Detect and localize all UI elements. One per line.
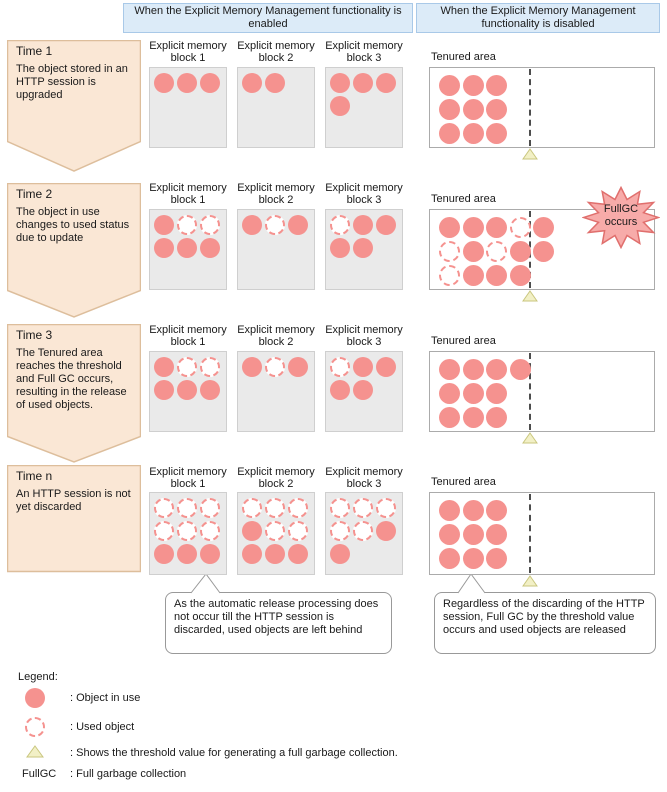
time-n-block2-used-object-dot (242, 498, 262, 518)
time-2-block1-used-object-dot (177, 215, 197, 235)
time-n-tenured-object-in-use-dot (486, 548, 507, 569)
time-2-tenured-object-in-use-dot (533, 217, 554, 238)
block-label-line: block 1 (170, 194, 206, 206)
time-1-block3-object-in-use-dot (330, 73, 350, 93)
time-n-block2-used-object-dot (288, 521, 308, 541)
time-3-block3-object-in-use-dot (330, 380, 350, 400)
block-label-line: Explicit memory (325, 324, 403, 336)
block-label-line: Explicit memory (237, 466, 315, 478)
fullgc-burst-line2: occurs (604, 215, 638, 228)
time-2-tenured-object-in-use-dot (463, 217, 484, 238)
time-3-block1-used-object-dot (177, 357, 197, 377)
block-label-line: block 3 (346, 336, 382, 348)
time-2-threshold-marker-icon (522, 290, 538, 302)
block-label-line: block 2 (258, 478, 294, 490)
time-1-description: The object stored in an HTTP session is upgraded (16, 63, 128, 101)
time-n-block2-used-object-dot (265, 498, 285, 518)
time-3-block2-object-in-use-dot (242, 357, 262, 377)
time-2-block3-used-object-dot (330, 215, 350, 235)
time-1-block-2-label (228, 40, 324, 64)
callout-right-tail (452, 572, 490, 594)
time-n-block3-used-object-dot (353, 521, 373, 541)
time-3-tenured-object-in-use-dot (486, 359, 507, 380)
time-3-block1-object-in-use-dot (154, 357, 174, 377)
fullgc-burst-line1: FullGC (603, 203, 639, 215)
block-label-line: Explicit memory (325, 182, 403, 194)
time-n-tenured-object-in-use-dot (439, 548, 460, 569)
time-n-block2-used-object-dot (288, 498, 308, 518)
legend-fullgc-definition: : Full garbage collection (70, 768, 187, 780)
callout-left-tail (186, 572, 224, 594)
time-1-block1-object-in-use-dot (177, 73, 197, 93)
callout-left-behind: As the automatic release processing does not occur till the HTTP session is discarded, used objects are left behind (165, 592, 392, 654)
time-2-tenured-used-object-dot (439, 265, 460, 286)
block-label-line: block 3 (346, 194, 382, 206)
time-2-tenured-object-in-use-dot (486, 265, 507, 286)
time-3-block1-object-in-use-dot (200, 380, 220, 400)
fullgc-burst-label (582, 203, 660, 228)
header-emm-disabled: When the Explicit Memory Management functionality is disabled (416, 3, 660, 33)
block-label-line: Explicit memory (149, 324, 227, 336)
time-n-block2-object-in-use-dot (288, 544, 308, 564)
time-2-block3-object-in-use-dot (330, 238, 350, 258)
time-1-tenured-object-in-use-dot (486, 99, 507, 120)
time-3-tenured-object-in-use-dot (486, 407, 507, 428)
time-3-block-2-label (228, 324, 324, 348)
time-3-tenured-object-in-use-dot (439, 359, 460, 380)
legend-fullgc-term: FullGC (22, 768, 57, 780)
time-2-block1-object-in-use-dot (154, 238, 174, 258)
time-1-tenured-object-in-use-dot (439, 75, 460, 96)
time-3-block1-used-object-dot (200, 357, 220, 377)
time-n-block1-used-object-dot (200, 521, 220, 541)
block-label-line: block 2 (258, 52, 294, 64)
block-label-line: block 1 (170, 478, 206, 490)
time-n-block2-object-in-use-dot (242, 521, 262, 541)
time-2-marker-text (16, 188, 134, 245)
time-n-tenured-object-in-use-dot (439, 524, 460, 545)
time-n-block1-used-object-dot (200, 498, 220, 518)
block-label-line: Explicit memory (149, 466, 227, 478)
time-n-block1-used-object-dot (177, 498, 197, 518)
time-2-block1-object-in-use-dot (154, 215, 174, 235)
block-label-line: block 2 (258, 194, 294, 206)
time-3-marker-text (16, 329, 134, 412)
time-1-marker-text (16, 45, 134, 102)
time-n-block3-used-object-dot (330, 498, 350, 518)
time-3-block1-object-in-use-dot (177, 380, 197, 400)
time-3-tenured-object-in-use-dot (510, 359, 531, 380)
time-1-block2-object-in-use-dot (265, 73, 285, 93)
time-1-block2-object-in-use-dot (242, 73, 262, 93)
time-2-block1-used-object-dot (200, 215, 220, 235)
used-object-icon (25, 717, 45, 737)
time-n-tenured-label: Tenured area (431, 476, 496, 488)
time-3-title: Time 3 (16, 328, 53, 342)
time-1-block3-object-in-use-dot (376, 73, 396, 93)
time-2-block1-object-in-use-dot (177, 238, 197, 258)
header-emm-enabled: When the Explicit Memory Management functionality is enabled (123, 3, 413, 33)
time-3-block2-object-in-use-dot (288, 357, 308, 377)
time-1-tenured-label: Tenured area (431, 51, 496, 63)
time-n-title: Time n (16, 469, 53, 483)
time-2-tenured-label: Tenured area (431, 193, 496, 205)
legend-title: Legend: (18, 671, 58, 683)
time-1-title: Time 1 (16, 44, 53, 58)
block-label-line: Explicit memory (149, 182, 227, 194)
time-n-block1-object-in-use-dot (200, 544, 220, 564)
block-label-line: Explicit memory (325, 40, 403, 52)
callout-fullgc-release: Regardless of the discarding of the HTTP session, Full GC by the threshold value occurs and used objects are released (434, 592, 656, 654)
block-label-line: block 3 (346, 478, 382, 490)
time-1-tenured-object-in-use-dot (463, 123, 484, 144)
time-1-threshold-marker-icon (522, 148, 538, 160)
time-2-block3-object-in-use-dot (353, 238, 373, 258)
time-2-tenured-object-in-use-dot (439, 217, 460, 238)
time-1-block1-object-in-use-dot (154, 73, 174, 93)
time-n-block2-object-in-use-dot (242, 544, 262, 564)
time-n-block3-used-object-dot (353, 498, 373, 518)
block-label-line: block 1 (170, 52, 206, 64)
time-2-block-2-label (228, 182, 324, 206)
legend-threshold-label: : Shows the threshold value for generating a full garbage collection. (70, 747, 398, 759)
time-n-block1-object-in-use-dot (154, 544, 174, 564)
time-1-block-1-label (140, 40, 236, 64)
time-n-threshold-marker-icon (522, 575, 538, 587)
time-2-block2-used-object-dot (265, 215, 285, 235)
block-label-line: block 1 (170, 336, 206, 348)
time-1-tenured-object-in-use-dot (463, 99, 484, 120)
block-label-line: Explicit memory (237, 40, 315, 52)
block-label-line: Explicit memory (237, 182, 315, 194)
time-3-tenured-label: Tenured area (431, 335, 496, 347)
time-n-block3-object-in-use-dot (330, 544, 350, 564)
time-2-tenured-used-object-dot (486, 241, 507, 262)
time-1-tenured-object-in-use-dot (486, 123, 507, 144)
time-n-block2-object-in-use-dot (265, 544, 285, 564)
time-1-tenured-object-in-use-dot (439, 99, 460, 120)
time-2-tenured-used-object-dot (510, 217, 531, 238)
time-2-block-3-label (316, 182, 412, 206)
time-2-tenured-object-in-use-dot (463, 241, 484, 262)
time-1-block3-object-in-use-dot (353, 73, 373, 93)
time-n-tenured-object-in-use-dot (463, 548, 484, 569)
time-n-block3-used-object-dot (376, 498, 396, 518)
time-3-threshold-marker-icon (522, 432, 538, 444)
block-label-line: Explicit memory (149, 40, 227, 52)
time-3-tenured-object-in-use-dot (486, 383, 507, 404)
time-2-tenured-object-in-use-dot (510, 241, 531, 262)
time-2-tenured-object-in-use-dot (533, 241, 554, 262)
time-n-threshold-line (529, 494, 531, 573)
time-n-block-1-label (140, 466, 236, 490)
time-n-block-2-label (228, 466, 324, 490)
time-2-tenured-object-in-use-dot (486, 217, 507, 238)
time-2-tenured-object-in-use-dot (463, 265, 484, 286)
time-3-block3-object-in-use-dot (376, 357, 396, 377)
time-1-block-3-label (316, 40, 412, 64)
time-n-block1-used-object-dot (154, 521, 174, 541)
time-n-block3-object-in-use-dot (376, 521, 396, 541)
block-label-line: block 3 (346, 52, 382, 64)
legend-object-in-use-label: : Object in use (70, 692, 141, 704)
time-n-tenured-object-in-use-dot (486, 500, 507, 521)
time-3-block-3-label (316, 324, 412, 348)
time-3-block3-used-object-dot (330, 357, 350, 377)
time-3-block3-object-in-use-dot (353, 380, 373, 400)
time-3-tenured-object-in-use-dot (439, 407, 460, 428)
time-2-tenured-used-object-dot (439, 241, 460, 262)
time-3-block2-used-object-dot (265, 357, 285, 377)
time-3-block-1-label (140, 324, 236, 348)
block-label-line: Explicit memory (325, 466, 403, 478)
object-in-use-icon (25, 688, 45, 708)
time-n-tenured-object-in-use-dot (486, 524, 507, 545)
threshold-marker-icon (26, 745, 44, 758)
time-1-block1-object-in-use-dot (200, 73, 220, 93)
time-3-tenured-object-in-use-dot (463, 359, 484, 380)
time-2-block3-object-in-use-dot (353, 215, 373, 235)
time-3-block3-object-in-use-dot (353, 357, 373, 377)
time-n-marker-text (16, 470, 134, 514)
time-n-tenured-object-in-use-dot (463, 524, 484, 545)
time-3-tenured-object-in-use-dot (463, 383, 484, 404)
time-1-tenured-object-in-use-dot (486, 75, 507, 96)
legend-used-object-label: : Used object (70, 721, 135, 733)
time-n-block1-used-object-dot (154, 498, 174, 518)
block-label-line: Explicit memory (237, 324, 315, 336)
time-2-title: Time 2 (16, 187, 53, 201)
time-n-block2-used-object-dot (265, 521, 285, 541)
time-2-block2-object-in-use-dot (288, 215, 308, 235)
time-2-block3-object-in-use-dot (376, 215, 396, 235)
time-n-block1-used-object-dot (177, 521, 197, 541)
time-1-tenured-object-in-use-dot (463, 75, 484, 96)
time-1-block3-object-in-use-dot (330, 96, 350, 116)
time-3-tenured-object-in-use-dot (463, 407, 484, 428)
time-2-block1-object-in-use-dot (200, 238, 220, 258)
time-n-tenured-object-in-use-dot (463, 500, 484, 521)
time-2-description: The object in use changes to used status due to update (16, 206, 130, 244)
time-n-description: An HTTP session is not yet discarded (16, 488, 131, 513)
time-2-block2-object-in-use-dot (242, 215, 262, 235)
time-n-tenured-object-in-use-dot (439, 500, 460, 521)
time-3-block1-object-in-use-dot (154, 380, 174, 400)
time-1-tenured-object-in-use-dot (439, 123, 460, 144)
time-2-block-1-label (140, 182, 236, 206)
time-3-tenured-object-in-use-dot (439, 383, 460, 404)
block-label-line: block 2 (258, 336, 294, 348)
time-n-block1-object-in-use-dot (177, 544, 197, 564)
time-2-tenured-object-in-use-dot (510, 265, 531, 286)
time-n-block-3-label (316, 466, 412, 490)
time-3-description: The Tenured area reaches the threshold and Full GC occurs, resulting in the release of used objects. (16, 347, 127, 411)
time-n-block3-used-object-dot (330, 521, 350, 541)
time-1-threshold-line (529, 69, 531, 146)
